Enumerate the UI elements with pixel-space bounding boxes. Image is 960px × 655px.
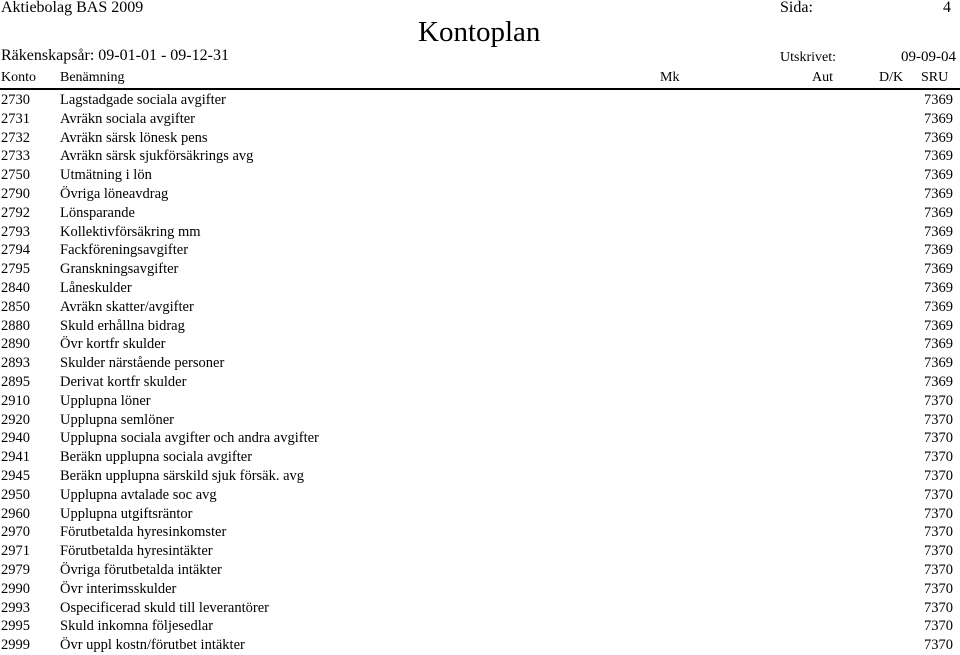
sru-code: 7369 bbox=[924, 185, 953, 202]
table-row bbox=[0, 223, 960, 242]
account-name: Skuld erhållna bidrag bbox=[60, 317, 185, 334]
account-number: 2795 bbox=[1, 261, 30, 278]
column-header-konto: Konto bbox=[1, 70, 36, 85]
printed-label: Utskrivet: bbox=[780, 50, 836, 65]
table-row bbox=[0, 185, 960, 204]
column-header-aut: Aut bbox=[812, 70, 833, 85]
account-number: 2840 bbox=[1, 279, 30, 296]
table-row bbox=[0, 335, 960, 354]
account-number: 2790 bbox=[1, 185, 30, 202]
table-row bbox=[0, 561, 960, 580]
account-name: Skulder närstående personer bbox=[60, 355, 225, 372]
table-row bbox=[0, 429, 960, 448]
account-name: Förutbetalda hyresinkomster bbox=[60, 524, 227, 541]
account-number: 2890 bbox=[1, 336, 30, 353]
account-number: 2960 bbox=[1, 505, 30, 522]
table-row bbox=[0, 467, 960, 486]
sru-code: 7370 bbox=[924, 637, 953, 654]
sru-code: 7369 bbox=[924, 204, 953, 221]
account-name: Ospecificerad skuld till leverantörer bbox=[60, 599, 269, 616]
table-row bbox=[0, 599, 960, 618]
account-name: Fackföreningsavgifter bbox=[60, 242, 189, 259]
account-number: 2995 bbox=[1, 618, 30, 635]
account-number: 2993 bbox=[1, 599, 30, 616]
sru-code: 7369 bbox=[924, 242, 953, 259]
sru-code: 7370 bbox=[924, 618, 953, 635]
account-name: Beräkn upplupna särskild sjuk försäk. avg bbox=[60, 467, 305, 484]
account-number: 2941 bbox=[1, 449, 30, 466]
sru-code: 7370 bbox=[924, 524, 953, 541]
table-row bbox=[0, 486, 960, 505]
account-number: 2999 bbox=[1, 637, 30, 654]
account-number: 2920 bbox=[1, 411, 30, 428]
table-row bbox=[0, 448, 960, 467]
sru-code: 7370 bbox=[924, 467, 953, 484]
account-number: 2732 bbox=[1, 129, 30, 146]
account-name: Avräkn skatter/avgifter bbox=[60, 298, 194, 315]
account-name: Övriga löneavdrag bbox=[60, 185, 169, 202]
sru-code: 7370 bbox=[924, 543, 953, 560]
account-name: Lagstadgade sociala avgifter bbox=[60, 92, 226, 108]
table-row bbox=[0, 392, 960, 411]
column-header-mk: Mk bbox=[660, 70, 680, 85]
sru-code: 7369 bbox=[924, 298, 953, 315]
sru-code: 7370 bbox=[924, 580, 953, 597]
column-header-benamning: Benämning bbox=[60, 70, 125, 85]
sru-code: 7370 bbox=[924, 505, 953, 522]
account-name: Låneskulder bbox=[60, 279, 132, 296]
sru-code: 7370 bbox=[924, 411, 953, 428]
account-table bbox=[0, 91, 960, 655]
sru-code: 7370 bbox=[924, 486, 953, 503]
table-row bbox=[0, 279, 960, 298]
sru-code: 7370 bbox=[924, 392, 953, 409]
sru-code: 7369 bbox=[924, 167, 953, 184]
sru-code: 7370 bbox=[924, 599, 953, 616]
account-name: Övriga förutbetalda intäkter bbox=[60, 561, 222, 578]
account-number: 2850 bbox=[1, 298, 30, 315]
table-row bbox=[0, 636, 960, 655]
account-number: 2950 bbox=[1, 486, 30, 503]
table-row bbox=[0, 580, 960, 599]
account-number: 2794 bbox=[1, 242, 30, 259]
account-number: 2750 bbox=[1, 167, 30, 184]
account-name: Övr interimsskulder bbox=[60, 580, 177, 597]
account-name: Upplupna avtalade soc avg bbox=[60, 486, 217, 503]
sru-code: 7369 bbox=[924, 261, 953, 278]
printed-date: 09-09-04 bbox=[901, 49, 956, 65]
account-name: Avräkn sociala avgifter bbox=[60, 110, 196, 127]
account-number: 2793 bbox=[1, 223, 30, 240]
table-row bbox=[0, 542, 960, 561]
table-row bbox=[0, 91, 960, 110]
table-row bbox=[0, 204, 960, 223]
account-number: 2910 bbox=[1, 392, 30, 409]
account-number: 2792 bbox=[1, 204, 30, 221]
account-number: 2733 bbox=[1, 148, 30, 165]
fiscal-year: Räkenskapsår: 09-01-01 - 09-12-31 bbox=[1, 47, 229, 64]
account-number: 2970 bbox=[1, 524, 30, 541]
table-row bbox=[0, 147, 960, 166]
sru-code: 7369 bbox=[924, 279, 953, 296]
table-row bbox=[0, 166, 960, 185]
account-name: Avräkn särsk lönesk pens bbox=[60, 129, 208, 146]
account-number: 2971 bbox=[1, 543, 30, 560]
account-number: 2731 bbox=[1, 110, 30, 127]
sru-code: 7370 bbox=[924, 449, 953, 466]
account-name: Upplupna semlöner bbox=[60, 411, 174, 428]
table-row bbox=[0, 373, 960, 392]
document-title: Kontoplan bbox=[418, 16, 541, 48]
account-number: 2895 bbox=[1, 373, 30, 390]
account-number: 2945 bbox=[1, 467, 30, 484]
table-row bbox=[0, 354, 960, 373]
sru-code: 7370 bbox=[924, 561, 953, 578]
table-row bbox=[0, 241, 960, 260]
sru-code: 7369 bbox=[924, 148, 953, 165]
account-name: Granskningsavgifter bbox=[60, 261, 179, 278]
table-row bbox=[0, 617, 960, 636]
table-row bbox=[0, 298, 960, 317]
sru-code: 7369 bbox=[924, 223, 953, 240]
account-number: 2880 bbox=[1, 317, 30, 334]
table-row bbox=[0, 110, 960, 129]
sru-code: 7369 bbox=[924, 336, 953, 353]
table-row bbox=[0, 523, 960, 542]
account-name: Förutbetalda hyresintäkter bbox=[60, 543, 213, 560]
account-name: Derivat kortfr skulder bbox=[60, 373, 187, 390]
column-header-dk: D/K bbox=[879, 70, 904, 85]
sru-code: 7369 bbox=[924, 129, 953, 146]
header-rule bbox=[0, 88, 960, 90]
sru-code: 7370 bbox=[924, 430, 953, 447]
table-row bbox=[0, 129, 960, 148]
account-number: 2990 bbox=[1, 580, 30, 597]
sru-code: 7369 bbox=[924, 317, 953, 334]
table-row bbox=[0, 260, 960, 279]
account-name: Upplupna sociala avgifter och andra avgifter bbox=[60, 430, 319, 447]
sru-code: 7369 bbox=[924, 355, 953, 372]
column-header-sru: SRU bbox=[921, 70, 949, 85]
account-name: Kollektivförsäkring mm bbox=[60, 223, 201, 240]
account-name: Avräkn särsk sjukförsäkrings avg bbox=[60, 148, 254, 165]
page-number: 4 bbox=[943, 0, 951, 16]
account-name: Lönsparande bbox=[60, 204, 135, 221]
sru-code: 7369 bbox=[924, 110, 953, 127]
account-number: 2940 bbox=[1, 430, 30, 447]
account-name: Utmätning i lön bbox=[60, 167, 152, 184]
account-name: Övr kortfr skulder bbox=[60, 336, 166, 353]
account-name: Upplupna löner bbox=[60, 392, 151, 409]
account-number: 2730 bbox=[1, 92, 30, 108]
table-row bbox=[0, 317, 960, 336]
company-name: Aktiebolag BAS 2009 bbox=[1, 0, 144, 16]
account-name: Skuld inkomna följesedlar bbox=[60, 618, 214, 635]
account-name: Beräkn upplupna sociala avgifter bbox=[60, 449, 253, 466]
account-name: Upplupna utgiftsräntor bbox=[60, 505, 193, 522]
account-number: 2979 bbox=[1, 561, 30, 578]
table-row bbox=[0, 411, 960, 430]
page-label: Sida: bbox=[780, 0, 813, 16]
account-name: Övr uppl kostn/förutbet intäkter bbox=[60, 637, 245, 654]
table-row bbox=[0, 505, 960, 524]
account-number: 2893 bbox=[1, 355, 30, 372]
sru-code: 7369 bbox=[924, 373, 953, 390]
sru-code: 7369 bbox=[924, 92, 953, 108]
